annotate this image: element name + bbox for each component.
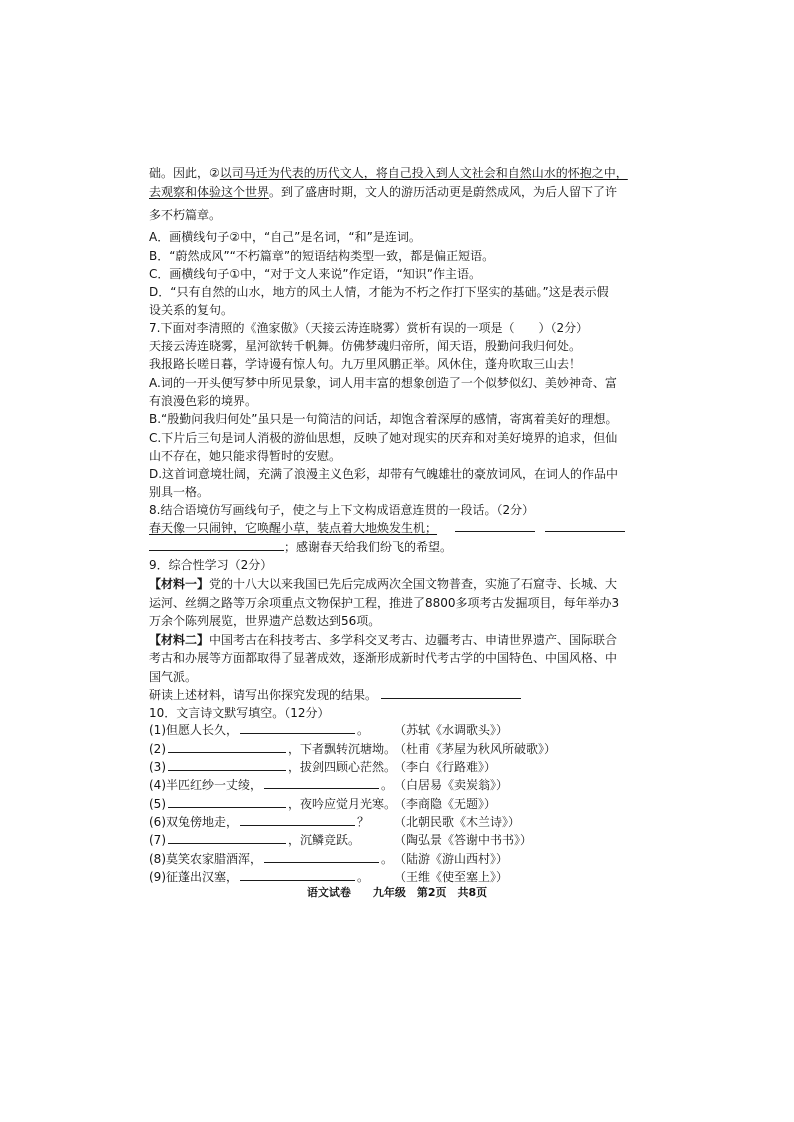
q9-material-1-line-3: 万余个陈列展览，世界遗产总数达到56项。	[149, 614, 381, 628]
q10-item-prefix: (7)	[149, 833, 166, 847]
q10-item-prefix: (4)半匹红纱一丈绫，	[149, 778, 262, 792]
material-1-text: 党的十八大以来我国已先后完成两次全国文物普查，实施了石窟寺、长城、大	[209, 577, 618, 591]
q10-answer-blank[interactable]	[168, 796, 286, 808]
q9-material-1-line-1	[149, 576, 649, 592]
q6-option-d-cont: 设关系的复句。	[149, 303, 234, 317]
q10-item-prefix: (9)征蓬出汉塞，	[149, 870, 238, 884]
q9-material-2-line-3: 国气派。	[149, 670, 198, 684]
q7-option-d-cont: 别具一格。	[149, 485, 210, 499]
q10-item-source: （陶弘景《答谢中书书》）	[394, 833, 533, 847]
q8-underlined-sentence: 春天像一只闹钟，它唤醒小草，装点着大地焕发生机；	[149, 521, 438, 535]
material-2-label: 【材料二】	[149, 633, 210, 647]
q7-poem-line-1: 天接云涛连晓雾，星河欲转千帆舞。仿佛梦魂归帝所，闻天语，殷勤问我归何处。	[149, 339, 582, 353]
q8-stem: 8.结合语境仿写画线句子，使之与上下文构成语意连贯的一段话。（2分）	[149, 503, 535, 517]
q10-stem: 10．文言诗文默写填空。（12分）	[149, 706, 330, 720]
q10-item-source: （王维《使至塞上》）	[394, 870, 509, 884]
q10-item-prefix: (5)	[149, 797, 166, 811]
q7-option-c: C.下片后三句是词人消极的游仙思想，反映了她对现实的厌弃和对美好境界的追求，但仙	[149, 431, 618, 445]
q10-item	[149, 814, 649, 830]
material-2-text: 中国考古在科技考古、多学科交叉考古、边疆考古、申请世界遗产、国际联合	[209, 633, 618, 647]
q8-answer-blank-3[interactable]	[149, 539, 284, 551]
underlined-sentence-2-end: 去观察和体验这个世界	[149, 185, 270, 199]
intro-text: 础。因此，②	[149, 166, 220, 180]
q8-tail-text: ；感谢春天给我们纷飞的希望。	[284, 540, 453, 554]
q9-ask: 研读上述材料，请写出你探究发现的结果。	[149, 688, 378, 702]
intro-text: 。到了盛唐时期，文人的游历活动更是蔚然成风，为后人留下了许	[269, 185, 618, 199]
q10-item-prefix: (1)但愿人长久，	[149, 723, 238, 737]
q7-stem: 7.下面对李清照的《渔家傲》（天接云涛连晓雾）赏析有误的一项是（ ）（2分）	[149, 321, 589, 335]
q10-item	[149, 832, 649, 848]
q9-material-1-line-2: 运河、丝绸之路等万余项重点文物保护工程，推进了8800多项考古发掘项目，每年举办3	[149, 596, 620, 610]
q10-item-prefix: (3)	[149, 760, 166, 774]
q10-item-prefix: (2)	[149, 742, 166, 756]
q6-option-d: D．“只有自然的山水，地方的风土人情，才能为不朽之作打下坚实的基础。”这是表示假	[149, 285, 609, 299]
q6-option-c: C．画横线句子①中，“对于文人来说”作定语，“知识”作主语。	[149, 267, 482, 281]
q10-item-suffix: ，拔剑四顾心茫然。	[288, 760, 397, 774]
q10-item-source: （李商隐《无题》）	[394, 797, 497, 811]
q10-item-suffix: ？	[357, 815, 370, 829]
q10-answer-blank[interactable]	[240, 722, 355, 734]
q10-answer-blank[interactable]	[264, 851, 379, 863]
q10-answer-blank[interactable]	[168, 832, 286, 844]
q10-item-suffix: ，下者飘转沉塘坳。	[288, 742, 397, 756]
q9-answer-blank[interactable]	[381, 687, 521, 699]
q7-option-a: A.词的一开头便写梦中所见景象，词人用丰富的想象创造了一个似梦似幻、美妙神奇、富	[149, 376, 617, 390]
q7-option-c-cont: 山不存在，她只能求得暂时的安慰。	[149, 449, 342, 463]
q10-item-suffix: ，夜吟应觉月光寒。	[288, 797, 397, 811]
q7-option-a-cont: 有浪漫色彩的境界。	[149, 394, 258, 408]
material-1-label: 【材料一】	[149, 577, 210, 591]
q10-item	[149, 796, 649, 812]
q10-item-suffix: ，沉鳞竞跃。	[288, 833, 361, 847]
intro-line-1	[149, 165, 649, 181]
q10-item-source: （白居易《卖炭翁》）	[394, 778, 509, 792]
q10-item-source: （北朝民歌《木兰诗》）	[394, 815, 521, 829]
intro-line-3: 多不朽篇章。	[149, 208, 222, 222]
q10-item-suffix: 。	[381, 778, 394, 792]
q10-item-prefix: (6)双兔傍地走，	[149, 815, 238, 829]
q10-item	[149, 741, 649, 757]
q10-item-prefix: (8)莫笑农家腊酒浑，	[149, 852, 262, 866]
q6-option-b: B．“蔚然成风”“不朽篇章”的短语结构类型一致，都是偏正短语。	[149, 249, 495, 263]
q10-item	[149, 777, 649, 793]
q7-option-d: D.这首词意境壮阔，充满了浪漫主义色彩，却带有气魄雄壮的豪放词风，在词人的作品中	[149, 467, 619, 481]
q8-answer-blank-1[interactable]	[455, 520, 535, 532]
q10-item-suffix: 。	[357, 870, 370, 884]
q9-material-2-line-1	[149, 632, 649, 648]
q7-poem-line-2: 我报路长嗟日暮，学诗谩有惊人句。九万里风鹏正举。风休住，蓬舟吹取三山去！	[149, 357, 582, 371]
q10-answer-blank[interactable]	[168, 759, 286, 771]
q10-answer-blank[interactable]	[240, 814, 355, 826]
q8-line-2	[149, 539, 649, 555]
page-footer: 语文试卷 九年级 第2页 共8页	[306, 886, 488, 899]
q9-stem: 9．综合性学习（2分）	[149, 558, 273, 572]
q7-option-b: B.“殷勤问我归何处”虽只是一句简洁的问话，却饱含着深厚的感情，寄寓着美好的理想。	[149, 412, 618, 426]
q9-material-2-line-2: 考古和办展等方面都取得了显著成效，逐渐形成新时代考古学的中国特色、中国风格、中	[149, 651, 618, 665]
q10-item-source: （杜甫《茅屋为秋风所破歌》）	[394, 742, 557, 756]
q10-answer-blank[interactable]	[264, 777, 379, 789]
q10-item	[149, 869, 649, 885]
underlined-sentence-2: 以司马迁为代表的历代文人，将自己投入到人文社会和自然山水的怀抱之中，	[219, 166, 628, 180]
q10-item-source: （李白《行路难》）	[394, 760, 497, 774]
q10-item-source: （苏轼《水调歌头》）	[394, 723, 509, 737]
q10-item	[149, 722, 649, 738]
q10-item-suffix: 。	[381, 852, 394, 866]
q6-option-a: A．画横线句子②中，“自己”是名词，“和”是连词。	[149, 230, 421, 244]
q10-item-source: （陆游《游山西村》）	[394, 852, 509, 866]
q8-answer-blank-2[interactable]	[545, 520, 625, 532]
q9-ask-line	[149, 687, 649, 703]
q8-line-1	[149, 520, 649, 536]
q10-item-suffix: 。	[357, 723, 370, 737]
q10-answer-blank[interactable]	[168, 741, 286, 753]
intro-line-2	[149, 184, 649, 200]
q10-answer-blank[interactable]	[240, 869, 355, 881]
q10-item	[149, 759, 649, 775]
q10-item	[149, 851, 649, 867]
